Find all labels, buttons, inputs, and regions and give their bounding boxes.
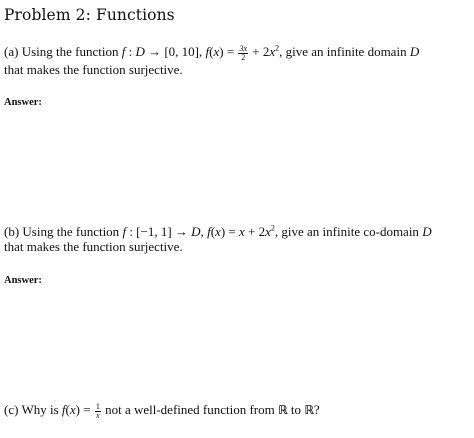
question-b: (b) Using the function f : [−1, 1] → D, $f(x) = x + 2x^2$, give an infinite co-domain D that makes the function surjective. — [4, 223, 432, 254]
reals-symbol: ℝ — [278, 403, 288, 417]
question-label: (b) — [4, 224, 20, 239]
fraction: $\frac{1}{x}$ — [95, 401, 100, 420]
question-c: (c) Why is f(x) = $\frac{1}{x}$ not a well-defined function from ℝ to ℝ? — [4, 401, 320, 420]
problem-title: Problem 2: Functions — [4, 6, 175, 24]
answer-label-a: Answer: — [4, 97, 42, 108]
reals-symbol: ℝ — [304, 403, 314, 417]
question-label: (c) — [4, 402, 19, 417]
fraction: $\frac{3x}{2}$ — [239, 43, 247, 62]
answer-label-b: Answer: — [4, 275, 42, 286]
question-label: (a) — [4, 44, 19, 59]
question-a: (a) Using the function f : D → [0, 10], f(x) = $\frac{3x}{2}$ + $2x^2$, give an infinite domain D that makes the function surjective. — [4, 43, 420, 77]
